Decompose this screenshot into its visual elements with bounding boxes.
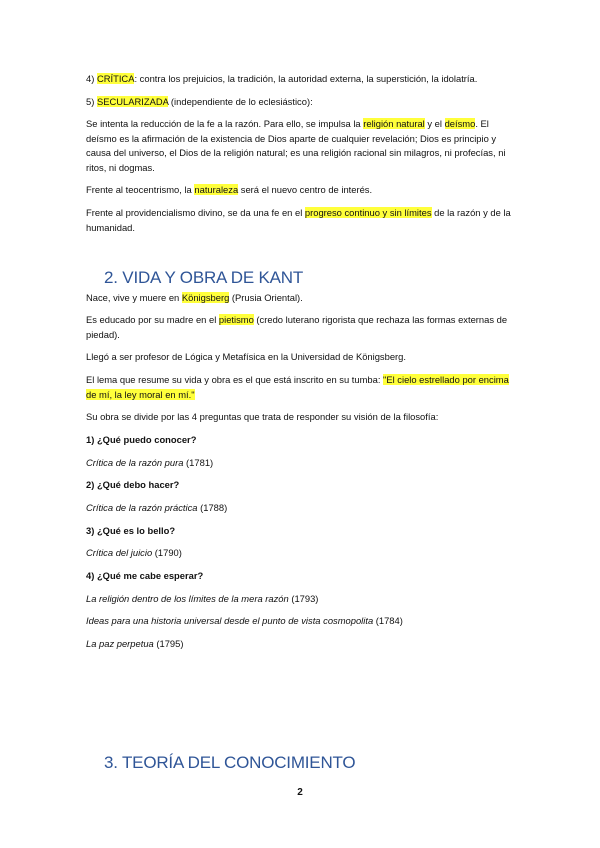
paragraph-obra: Su obra se divide por las 4 preguntas que trata de responder su visión de la filosofía: bbox=[86, 411, 439, 422]
text: 5) bbox=[86, 96, 97, 107]
heading-teoria-conocimiento: 3. TEORÍA DEL CONOCIMIENTO bbox=[104, 753, 356, 772]
paragraph-deismo bbox=[86, 117, 516, 175]
work-year: (1788) bbox=[197, 502, 228, 513]
text: . El deísmo es la afirmación de la existencia de Dios aparte de cualquier revelación; Dios es principio y causa del universo, el Dios de la religión natural; es una religión racional sin milagros, ni profecías, ni ritos, ni dogmas. bbox=[86, 118, 506, 173]
question-4: 4) ¿Qué me cabe esperar? bbox=[86, 570, 204, 581]
paragraph-lema bbox=[86, 373, 516, 402]
highlight-lema: "El cielo estrellado por encima de mí, la ley moral en mí." bbox=[86, 374, 509, 400]
paragraph-critica bbox=[86, 72, 516, 87]
text: El lema que resume su vida y obra es el que está inscrito en su tumba: bbox=[86, 374, 384, 385]
paragraph-secularizada bbox=[86, 95, 516, 110]
highlight-konigsberg: Königsberg bbox=[181, 292, 230, 303]
text: será el nuevo centro de interés. bbox=[238, 184, 373, 195]
highlight-naturaleza: naturaleza bbox=[194, 184, 239, 195]
text: (Prusia Oriental). bbox=[229, 292, 303, 303]
highlight-religion-natural: religión natural bbox=[363, 118, 425, 129]
work-3 bbox=[86, 546, 516, 561]
work-title: Ideas para una historia universal desde el punto de vista cosmopolita bbox=[86, 615, 374, 626]
text: Es educado por su madre en el bbox=[86, 314, 219, 325]
work-4a bbox=[86, 592, 516, 607]
text: (credo luterano rigorista que rechaza las formas externas de piedad). bbox=[86, 314, 508, 340]
question-1: 1) ¿Qué puedo conocer? bbox=[86, 434, 197, 445]
work-1 bbox=[86, 456, 516, 471]
work-2 bbox=[86, 501, 516, 516]
work-title: Crítica de la razón pura bbox=[86, 457, 184, 468]
paragraph-pietismo bbox=[86, 313, 516, 342]
text: de la razón y de la humanidad. bbox=[86, 207, 511, 233]
work-title: La paz perpetua bbox=[86, 638, 154, 649]
highlight-deismo: deísmo bbox=[444, 118, 476, 129]
text: Frente al teocentrismo, la bbox=[86, 184, 195, 195]
text: y el bbox=[424, 118, 445, 129]
work-year: (1784) bbox=[373, 615, 403, 626]
text: Nace, vive y muere en bbox=[86, 292, 182, 303]
text: Se intenta la reducción de la fe a la razón. Para ello, se impulsa la bbox=[86, 118, 364, 129]
work-title: Crítica de la razón práctica bbox=[86, 502, 198, 513]
text: : contra los prejuicios, la tradición, la autoridad externa, la superstición, la idolatría. bbox=[134, 73, 478, 84]
work-year: (1781) bbox=[183, 457, 214, 468]
text: Frente al providencialismo divino, se da una fe en el bbox=[86, 207, 305, 218]
paragraph-profesor: Llegó a ser profesor de Lógica y Metafísica en la Universidad de Königsberg. bbox=[86, 351, 406, 362]
paragraph-konigsberg bbox=[86, 291, 516, 306]
text: (independiente de lo eclesiástico): bbox=[168, 96, 313, 107]
question-3: 3) ¿Qué es lo bello? bbox=[86, 525, 176, 536]
paragraph-naturaleza bbox=[86, 183, 516, 198]
question-2: 2) ¿Qué debo hacer? bbox=[86, 479, 180, 490]
work-title: La religión dentro de los límites de la mera razón bbox=[86, 593, 289, 604]
highlight-critica: CRÍTICA bbox=[96, 73, 135, 84]
work-year: (1793) bbox=[288, 593, 319, 604]
work-4c bbox=[86, 637, 516, 652]
highlight-pietismo: pietismo bbox=[218, 314, 254, 325]
work-year: (1795) bbox=[153, 638, 184, 649]
heading-vida-obra: 2. VIDA Y OBRA DE KANT bbox=[104, 268, 304, 287]
highlight-secularizada: SECULARIZADA bbox=[96, 96, 169, 107]
paragraph-progreso bbox=[86, 206, 516, 235]
work-4b bbox=[86, 614, 516, 629]
text: 4) bbox=[86, 73, 97, 84]
page-number: 2 bbox=[297, 787, 303, 798]
work-year: (1790) bbox=[152, 547, 182, 558]
work-title: Crítica del juicio bbox=[86, 547, 153, 558]
highlight-progreso: progreso continuo y sin límites bbox=[304, 207, 432, 218]
